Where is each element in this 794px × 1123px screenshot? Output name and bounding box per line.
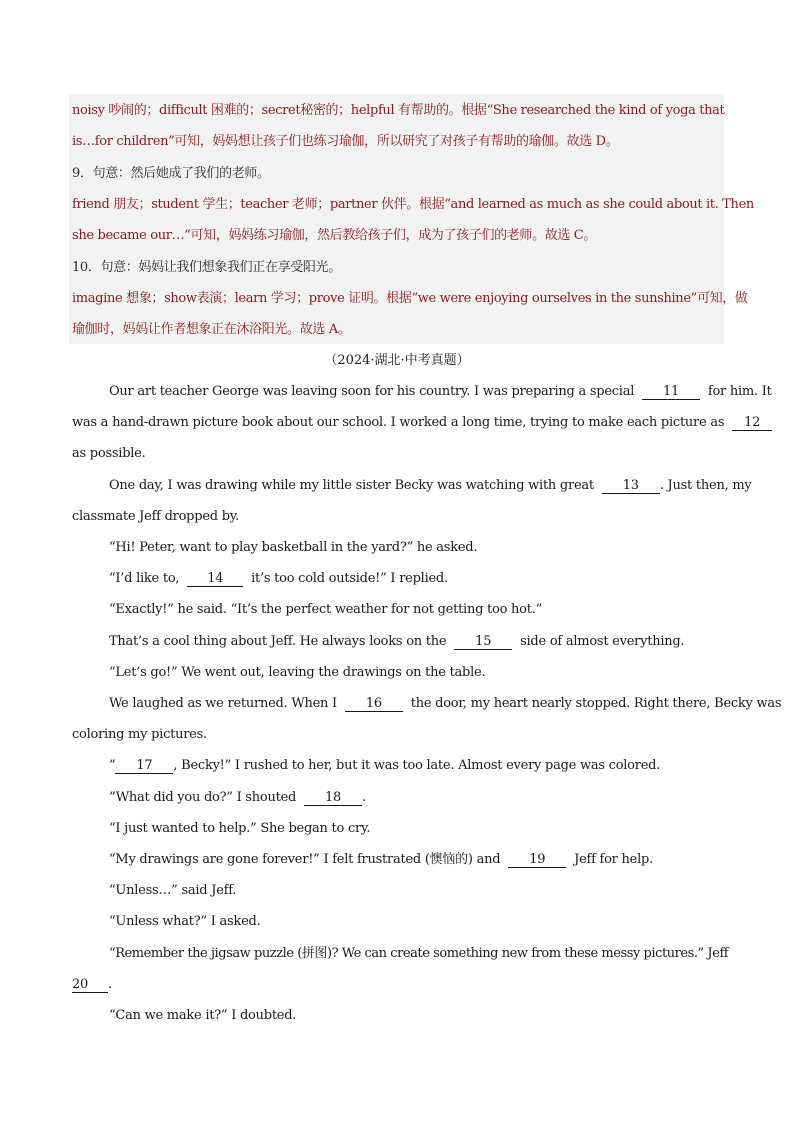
passage-text: it’s too cold outside!” I replied. xyxy=(251,571,448,586)
passage-line: “I just wanted to help.” She began to cry. xyxy=(109,821,371,836)
explanation-line: 瑜伽时，妈妈让作者想象正在沐浴阳光。故选 A。 xyxy=(72,322,351,337)
blank-14[interactable]: 14 xyxy=(187,572,243,587)
passage-line xyxy=(109,571,448,587)
passage-line xyxy=(109,696,781,712)
passage-text: for him. It xyxy=(707,384,772,399)
passage-line: “Unless what?” I asked. xyxy=(109,914,261,929)
passage-text: One day, I was drawing while my little sister Becky was watching with great xyxy=(109,478,594,493)
passage-line: classmate Jeff dropped by. xyxy=(72,509,240,524)
passage-text: . xyxy=(108,977,112,992)
passage-line xyxy=(109,758,660,774)
passage-text: , Becky!” I rushed to her, but it was too late. Almost every page was colored. xyxy=(173,758,661,773)
passage-line: “Unless…” said Jeff. xyxy=(109,883,237,898)
passage-text: “I’d like to, xyxy=(109,571,180,586)
passage-line xyxy=(109,384,772,400)
passage-text: “What did you do?” I shouted xyxy=(109,790,297,805)
blank-20[interactable]: 20 xyxy=(72,978,108,993)
blank-11[interactable]: 11 xyxy=(642,385,700,400)
passage-text: Jeff for help. xyxy=(574,852,653,867)
question-meaning-9: 9．句意：然后她成了我们的老师。 xyxy=(72,166,270,181)
passage-text: “ xyxy=(109,758,116,773)
explanation-line: noisy 吵闹的；difficult 困难的；secret秘密的；helpful 有帮助的。根据“She researched the kind of yoga that xyxy=(72,103,725,118)
passage-text: . xyxy=(362,790,366,805)
passage-line xyxy=(72,415,772,431)
exam-source-heading: （2024·湖北·中考真题） xyxy=(324,353,470,368)
passage-line xyxy=(109,790,366,806)
passage-line: “Let’s go!” We went out, leaving the drawings on the table. xyxy=(109,665,486,680)
passage-line: “Hi! Peter, want to play basketball in the yard?” he asked. xyxy=(109,540,478,555)
passage-line: “Remember the jigsaw puzzle (拼图)? We can create something new from these messy pictures.” Jeff xyxy=(109,946,729,961)
passage-line xyxy=(72,977,112,993)
explanation-line: imagine 想象；show表演；learn 学习；prove 证明。根据“we were enjoying ourselves in the sunshine”可知，做 xyxy=(72,291,748,306)
explanation-line: is…for children”可知，妈妈想让孩子们也练习瑜伽，所以研究了对孩子有帮助的瑜伽。故选 D。 xyxy=(72,134,619,149)
explanation-line: friend 朋友；student 学生；teacher 老师；partner 伙伴。根据“and learned as much as she could about it. Then xyxy=(72,197,754,212)
passage-text: was a hand-drawn picture book about our school. I worked a long time, trying to make each picture as xyxy=(72,415,725,430)
passage-text: . Just then, my xyxy=(659,478,752,493)
passage-text: That’s a cool thing about Jeff. He always looks on the xyxy=(109,634,447,649)
blank-17[interactable]: 17 xyxy=(115,759,173,774)
passage-text: Our art teacher George was leaving soon for his country. I was preparing a special xyxy=(109,384,635,399)
blank-13[interactable]: 13 xyxy=(602,479,660,494)
blank-16[interactable]: 16 xyxy=(345,697,403,712)
passage-line: as possible. xyxy=(72,446,146,461)
passage-text: “My drawings are gone forever!” I felt frustrated (懊恼的) and xyxy=(109,852,501,867)
passage-text: We laughed as we returned. When I xyxy=(109,696,337,711)
blank-15[interactable]: 15 xyxy=(454,635,512,650)
passage-line: coloring my pictures. xyxy=(72,727,207,742)
passage-line xyxy=(109,852,653,868)
passage-line: “Can we make it?” I doubted. xyxy=(109,1008,297,1023)
passage-text: the door, my heart nearly stopped. Right there, Becky was xyxy=(410,696,782,711)
explanation-line: she became our…”可知，妈妈练习瑜伽，然后教给孩子们，成为了孩子们的老师。故选 C。 xyxy=(72,228,597,243)
question-meaning-10: 10．句意：妈妈让我们想象我们正在享受阳光。 xyxy=(72,260,341,275)
blank-18[interactable]: 18 xyxy=(304,791,362,806)
passage-line xyxy=(109,478,752,494)
blank-12[interactable]: 12 xyxy=(732,416,772,431)
blank-19[interactable]: 19 xyxy=(508,853,566,868)
passage-line xyxy=(109,634,684,650)
passage-line: “Exactly!” he said. “It’s the perfect weather for not getting too hot.” xyxy=(109,602,542,617)
passage-text: side of almost everything. xyxy=(520,634,685,649)
